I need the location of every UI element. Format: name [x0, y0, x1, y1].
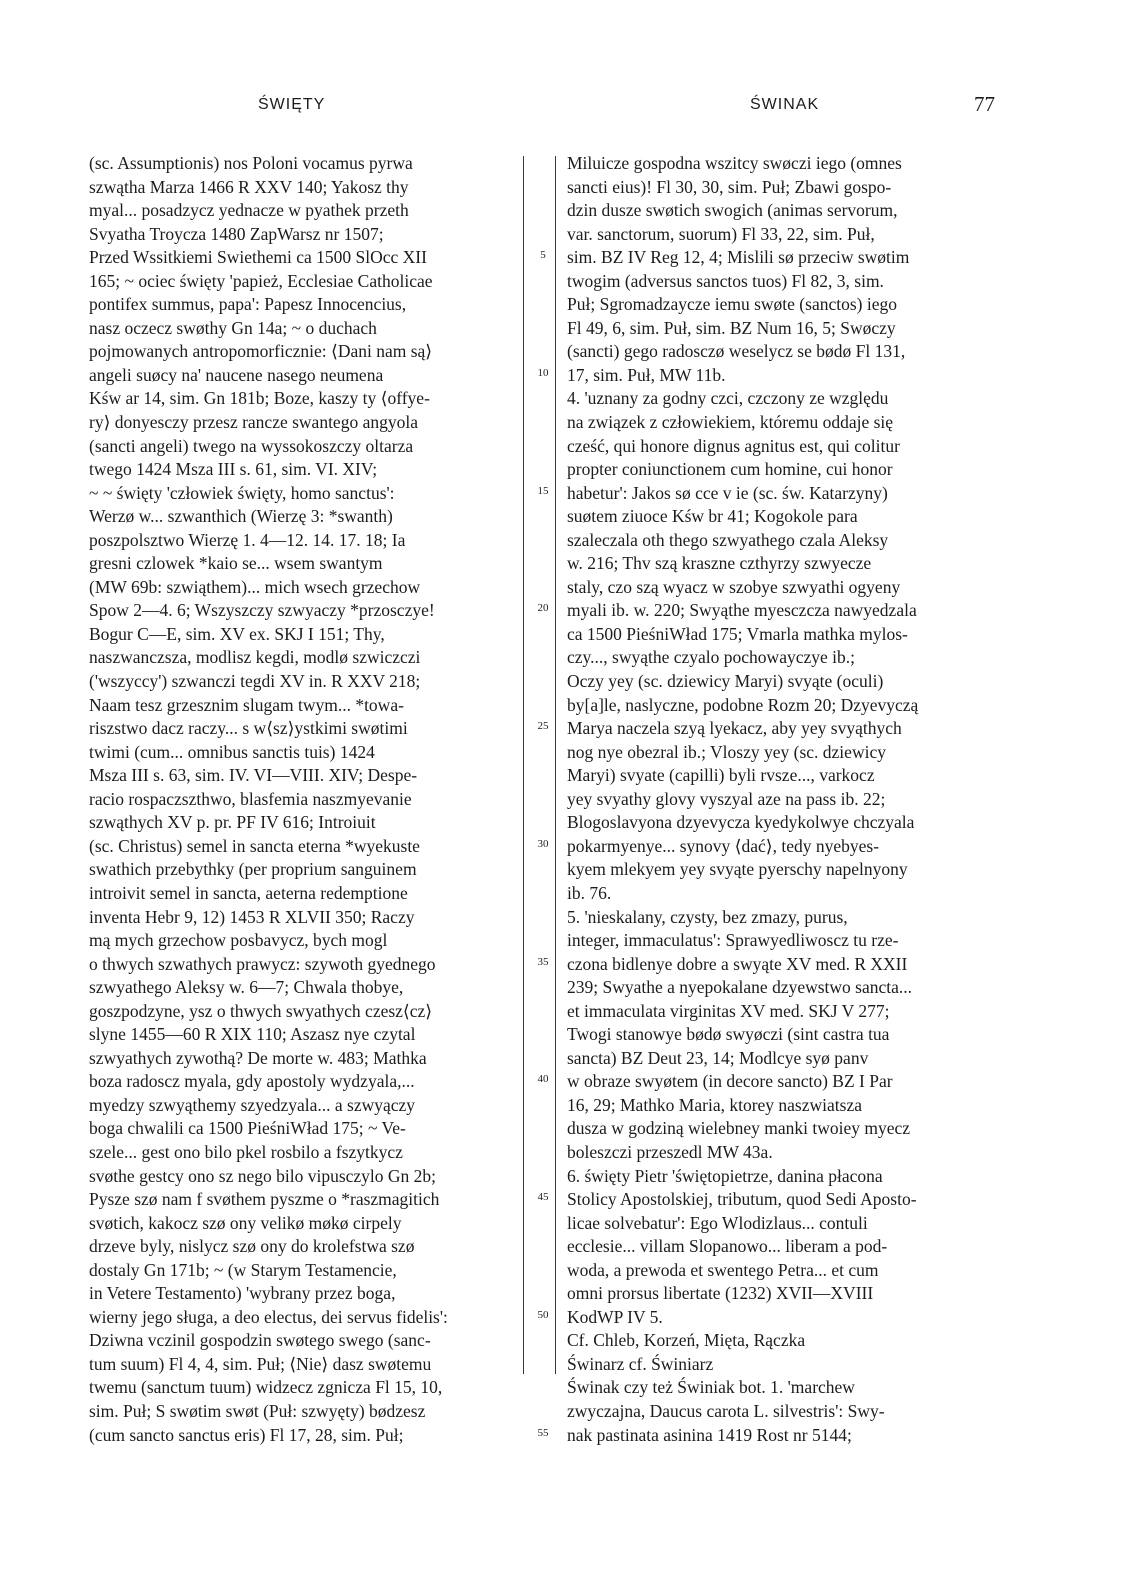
text-line: twemu (sanctum tuum) widzecz zgnicza Fl 15, 10,: [89, 1377, 443, 1398]
text-line: Bogur C—E, sim. XV ex. SKJ I 151; Thy,: [89, 623, 385, 644]
text-line: 5. 'nieskalany, czysty, bez zmazy, purus,: [567, 906, 848, 927]
text-line: Spow 2—4. 6; Wszyszczy szwyaczy *przosczye!: [89, 600, 435, 621]
running-head-right: ŚWINAK: [750, 96, 820, 113]
text-line: licae solvebatur': Ego Wlodizlaus... contuli: [567, 1212, 868, 1233]
text-line: poszpolsztwo Wierzę 1. 4—12. 14. 17. 18; Ia: [89, 529, 406, 550]
text-line: Marya naczela szyą lyekacz, aby yey svyąthych: [567, 718, 902, 739]
text-line: et immaculata virginitas XV med. SKJ V 277;: [567, 1000, 890, 1021]
text-line: sim. BZ IV Reg 12, 4; Mislili sø przeciw swøtim: [567, 247, 910, 268]
text-line: habetur': Jakos sø cce v ie (sc. św. Katarzyny): [567, 482, 888, 503]
text-line: Stolicy Apostolskiej, tributum, quod Sedi Aposto-: [567, 1189, 917, 1210]
text-line: Msza III s. 63, sim. IV. VI—VIII. XIV; Despe-: [89, 765, 418, 786]
text-line: w obraze swyøtem (in decore sancto) BZ I Par: [567, 1071, 893, 1092]
text-line: 17, sim. Puł, MW 11b.: [567, 364, 726, 385]
text-line: na związek z człowiekiem, któremu oddaje się: [567, 412, 894, 433]
text-line: by[a]le, naslyczne, podobne Rozm 20; Dzyevyczą: [567, 694, 919, 715]
text-line: tum suum) Fl 4, 4, sim. Puł; ⟨Nie⟩ dasz swøtemu: [89, 1353, 432, 1374]
text-line: woda, a prewoda et swentego Petra... et cum: [567, 1259, 879, 1280]
line-number: 45: [537, 1191, 549, 1204]
text-line: Dziwna vczinil gospodzin swøtego swego (sanc-: [89, 1330, 431, 1351]
text-line: Svyatha Troycza 1480 ZapWarsz nr 1507;: [89, 223, 384, 244]
text-line: racio rospaczszthwo, blasfemia naszmyevanie: [89, 788, 412, 809]
text-line: Świnarz cf. Świniarz: [567, 1353, 714, 1374]
text-line: ecclesie... villam Slopanowo... liberam a pod-: [567, 1236, 888, 1257]
text-line: sancti eius)! Fl 30, 30, sim. Puł; Zbawi gospo-: [567, 176, 892, 197]
line-number: 40: [537, 1073, 549, 1086]
text-line: dusza w godziną wielebney manki twoiey myecz: [567, 1118, 911, 1139]
text-line: szwyathego Aleksy w. 6—7; Chwala thobye,: [89, 977, 404, 998]
text-line: slyne 1455—60 R XIX 110; Aszasz nye czytal: [89, 1024, 416, 1045]
text-line: czy..., swyąthe czyalo pochowayczye ib.;: [567, 647, 855, 668]
line-number: 20: [537, 602, 549, 615]
text-line: Twogi stanowye bødø swyøczi (sint castra tua: [567, 1024, 890, 1045]
text-line: introivit semel in sancta, aeterna redemptione: [89, 882, 408, 903]
line-number: 35: [537, 955, 549, 968]
text-line: var. sanctorum, suorum) Fl 33, 22, sim. Puł,: [567, 223, 875, 244]
text-line: (MW 69b: szwiąthem)... mich wsech grzechow: [89, 576, 421, 597]
line-number: 55: [537, 1426, 549, 1439]
text-line: drzeve byly, nislycz szø ony do krolefstwa szø: [89, 1236, 415, 1257]
text-line: ry⟩ donyesczy przesz rancze swantego angyola: [89, 412, 418, 433]
text-line: czona bidlenye dobre a swyąte XV med. R XXII: [567, 953, 908, 974]
line-number: 5: [540, 249, 546, 262]
text-line: staly, czo szą wyacz w szobye szwyathi ogyeny: [567, 576, 901, 597]
text-line: svøthe gestcy ono sz nego bilo vipusczylo Gn 2b;: [89, 1165, 437, 1186]
text-line: yey svyathy glovy vyszyal aze na pass ib. 22;: [567, 788, 886, 809]
text-line: angeli suøcy na' naucene nasego neumena: [89, 364, 384, 385]
text-line: 239; Swyathe a nyepokalane dzyewstwo sancta...: [567, 977, 913, 998]
text-line: szaleczala oth thego szwyathego czala Aleksy: [567, 529, 889, 550]
text-line: mą mych grzechow posbavycz, bych mogl: [89, 930, 388, 951]
text-line: o thwych szwathych prawycz: szywoth gyednego: [89, 953, 436, 974]
text-line: Puł; Sgromadzaycze iemu swøte (sanctos) iego: [567, 294, 897, 315]
line-number: 50: [537, 1308, 549, 1321]
text-line: cześć, qui honore dignus agnitus est, qui colitur: [567, 435, 900, 456]
text-line: kyem mlekyem yey svyąte pyerschy napelnyony: [567, 859, 908, 880]
text-line: Miluicze gospodna wszitcy swøczi iego (omnes: [567, 153, 902, 173]
left-column: [89, 152, 511, 1447]
text-line: gresni czlowek *kaio se... wsem swantym: [89, 553, 383, 574]
text-line: Fl 49, 6, sim. Puł, sim. BZ Num 16, 5; Swøczy: [567, 317, 896, 338]
text-line: Maryi) svyate (capilli) byli rvsze..., varkocz: [567, 765, 875, 786]
text-line: 16, 29; Mathko Maria, ktorey naszwiatsza: [567, 1094, 862, 1115]
text-line: (sancti) gego radosczø weselycz se bødø Fl 131,: [567, 341, 906, 362]
text-line: ib. 76.: [567, 882, 612, 903]
text-line: ca 1500 PieśniWład 175; Vmarla mathka mylos-: [567, 623, 908, 644]
text-line: pojmowanych antropomorficznie: ⟨Dani nam są⟩: [89, 341, 433, 362]
text-line: integer, immaculatus': Sprawyedliwoscz tu rze-: [567, 930, 899, 951]
page-number: 77: [974, 92, 995, 116]
text-line: twego 1424 Msza III s. 61, sim. VI. XIV;: [89, 459, 378, 480]
text-line: Cf. Chleb, Korzeń, Mięta, Rączka: [567, 1330, 806, 1351]
text-line: Pysze szø nam f svøthem pyszme o *raszmagitich: [89, 1189, 440, 1210]
text-line: Oczy yey (sc. dziewicy Maryi) svyąte (oculi): [567, 671, 884, 692]
text-line: in Vetere Testamento) 'wybrany przez boga,: [89, 1283, 396, 1304]
running-head-left: ŚWIĘTY: [258, 96, 326, 113]
text-line: Kśw ar 14, sim. Gn 181b; Boze, kaszy ty ⟨offye-: [89, 388, 430, 409]
text-line: dostaly Gn 171b; ~ (w Starym Testamencie,: [89, 1259, 397, 1280]
text-line: boleszczi przeszedl MW 43a.: [567, 1141, 773, 1162]
text-line: dzin dusze swøtich swogich (animas servorum,: [567, 200, 898, 221]
text-line: Naam tesz grzesznim slugam twym... *towa-: [89, 694, 404, 715]
line-number: 30: [537, 837, 549, 850]
text-line: 165; ~ ociec święty 'papież, Ecclesiae Catholicae: [89, 270, 433, 291]
text-line: nak pastinata asinina 1419 Rost nr 5144;: [567, 1424, 852, 1445]
line-number: 25: [537, 720, 549, 733]
text-line: (cum sancto sanctus eris) Fl 17, 28, sim. Puł;: [89, 1424, 404, 1445]
text-line: nasz oczecz swøthy Gn 14a; ~ o duchach: [89, 317, 377, 338]
text-line: myedzy szwyąthemy szyedzyala... a szwyączy: [89, 1094, 416, 1115]
text-line: goszpodzyne, ysz o thwych swyathych czesz⟨cz⟩: [89, 1000, 433, 1021]
text-line: ('wszyccy') szwanczi tegdi XV in. R XXV 218;: [89, 671, 421, 692]
text-line: riszstwo dacz raczy... s w⟨sz⟩ystkimi swøtimi: [89, 718, 408, 739]
text-line: myali ib. w. 220; Swyąthe myesczcza nawyedzala: [567, 600, 917, 621]
line-number: 10: [537, 366, 549, 379]
text-line: szele... gest ono bilo pkel rosbilo a fszytkycz: [89, 1141, 403, 1162]
text-line: twimi (cum... omnibus sanctis tuis) 1424: [89, 741, 375, 762]
column-rule-left: [523, 156, 524, 1374]
text-line: pokarmyenye... synovy ⟨dać⟩, tedy nyebyes-: [567, 835, 880, 856]
text-line: pontifex summus, papa': Papesz Innocencius,: [89, 294, 407, 315]
text-line: 4. 'uznany za godny czci, czczony ze względu: [567, 388, 889, 409]
text-line: wierny jego sługa, a deo electus, dei servus fidelis':: [89, 1306, 448, 1327]
text-line: w. 216; Thv szą kraszne czthyrzy szwyecze: [567, 553, 872, 574]
text-line: propter coniunctionem cum homine, cui honor: [567, 459, 893, 480]
text-line: sancta) BZ Deut 23, 14; Modlcye syø panv: [567, 1047, 869, 1068]
text-line: suøtem ziuoce Kśw br 41; Kogokole para: [567, 506, 858, 527]
text-line: boga chwalili ca 1500 PieśniWład 175; ~ Ve-: [89, 1118, 406, 1139]
text-line: (sancti angeli) twego na wyssokoszczy oltarza: [89, 435, 414, 456]
text-line: Blogoslavyona dzyevycza kyedykolwye chczyala: [567, 812, 915, 833]
text-line: Werzø w... szwanthich (Wierzę 3: *swanth): [89, 506, 393, 527]
text-line: omni prorsus libertate (1232) XVII—XVIII: [567, 1283, 874, 1304]
text-line: nog nye obezral ib.; Vloszy yey (sc. dziewicy: [567, 741, 886, 762]
text-line: (sc. Assumptionis) nos Poloni vocamus pyrwa: [89, 153, 413, 173]
text-line: myal... posadzycz yednacze w pyathek przeth: [89, 200, 409, 221]
text-line: ~ ~ święty 'człowiek święty, homo sanctus':: [89, 482, 395, 503]
text-line: naszwanczsza, modlisz kegdi, modlø szwiczczi: [89, 647, 421, 668]
text-line: svøtich, kakocz szø ony velikø møkø cirpely: [89, 1212, 402, 1233]
text-line: inventa Hebr 9, 12) 1453 R XLVII 350; Raczy: [89, 906, 415, 927]
text-line: (sc. Christus) semel in sancta eterna *wyekuste: [89, 835, 420, 856]
text-line: twogim (adversus sanctos tuos) Fl 82, 3, sim.: [567, 270, 884, 291]
text-line: Świnak czy też Świniak bot. 1. 'marchew: [567, 1377, 855, 1398]
text-line: szwąthych XV p. pr. PF IV 616; Introiuit: [89, 812, 376, 833]
right-column: [567, 152, 1019, 1447]
text-line: szwyathych zywothą? De morte w. 483; Mathka: [89, 1047, 427, 1068]
text-line: zwyczajna, Daucus carota L. silvestris': Swy-: [567, 1400, 885, 1421]
text-line: swathich przebythky (per proprium sanguinem: [89, 859, 417, 880]
column-rule-right: [555, 156, 556, 1374]
text-line: sim. Puł; S swøtim swøt (Puł: szwyęty) bødzesz: [89, 1400, 426, 1421]
text-line: 6. święty Pietr 'świętopietrze, danina płacona: [567, 1165, 883, 1186]
text-line: boza radoscz myala, gdy apostoly wydzyala,...: [89, 1071, 415, 1092]
line-number: 15: [537, 484, 549, 497]
text-line: szwątha Marza 1466 R XXV 140; Yakosz thy: [89, 176, 409, 197]
text-line: KodWP IV 5.: [567, 1306, 663, 1327]
text-line: Przed Wssitkiemi Swiethemi ca 1500 SlOcc XII: [89, 247, 427, 268]
